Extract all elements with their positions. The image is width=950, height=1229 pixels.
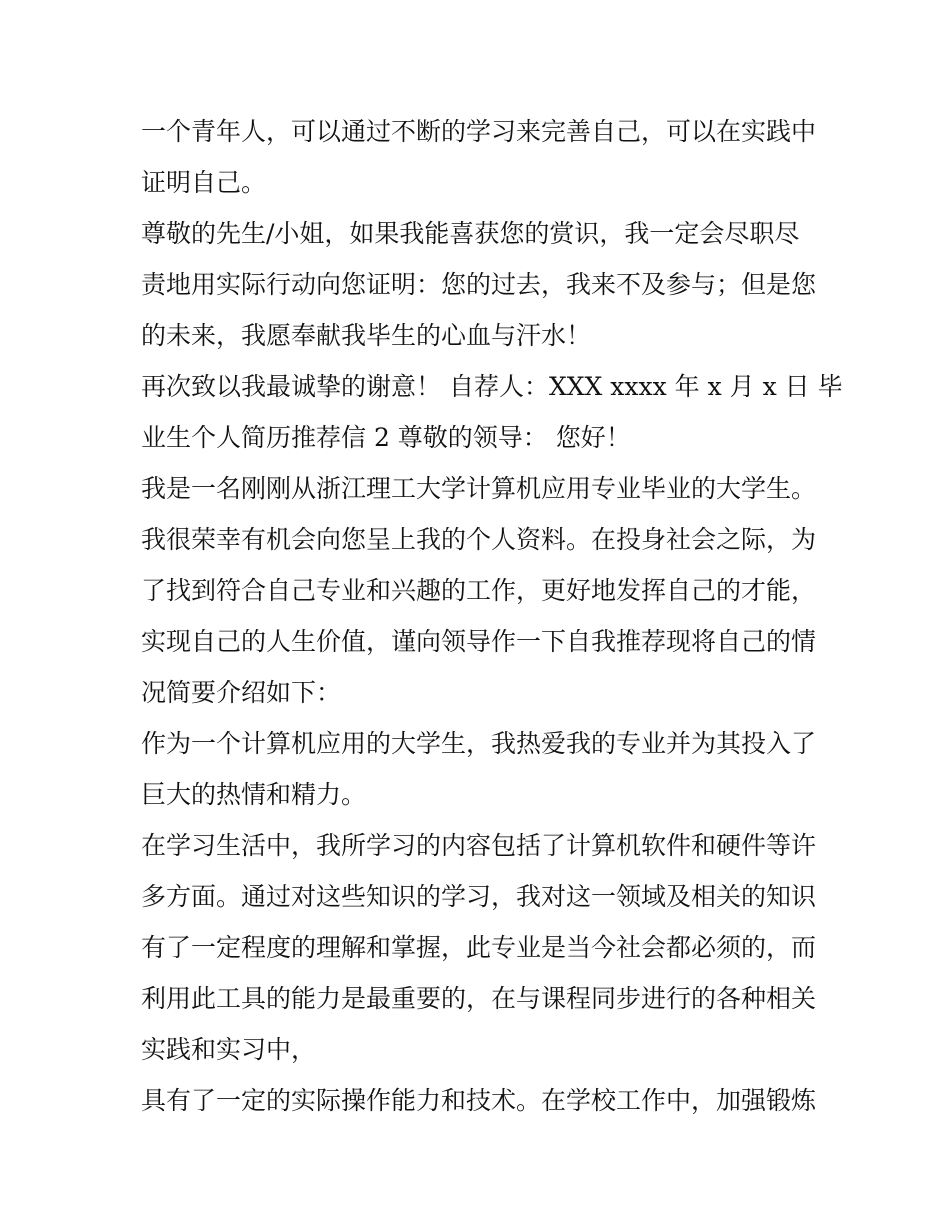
text-line: 责地用实际行动向您证明：您的过去，我来不及参与；但是您 — [141, 270, 817, 299]
text-line: 我很荣幸有机会向您呈上我的个人资料。在投身社会之际，为 — [141, 525, 817, 554]
text-line: 证明自己。 — [141, 168, 267, 197]
text-line: 实现自己的人生价值，谨向领导作一下自我推荐现将自己的情 — [141, 627, 817, 656]
text-line: 多方面。通过对这些知识的学习，我对这一领域及相关的知识 — [141, 882, 817, 911]
text-line: 在学习生活中，我所学习的内容包括了计算机软件和硬件等许 — [141, 831, 817, 860]
text-line: 我是一名刚刚从浙江理工大学计算机应用专业毕业的大学生。 — [141, 474, 817, 503]
text-line: 具有了一定的实际操作能力和技术。在学校工作中，加强锻炼 — [141, 1086, 817, 1115]
text-line: 再次致以我最诚挚的谢意！ 自荐人：XXX xxxx 年 x 月 x 日 毕 — [141, 372, 843, 401]
text-line: 利用此工具的能力是最重要的，在与课程同步进行的各种相关 — [141, 984, 817, 1013]
document-body — [141, 106, 843, 1126]
text-line: 的未来，我愿奉献我毕生的心血与汗水！ — [141, 321, 592, 350]
text-line: 作为一个计算机应用的大学生，我热爱我的专业并为其投入了 — [141, 729, 817, 758]
text-line: 业生个人简历推荐信 2 尊敬的领导： 您好！ — [141, 423, 631, 452]
text-line: 实践和实习中， — [141, 1035, 317, 1064]
text-line: 了找到符合自己专业和兴趣的工作，更好地发挥自己的才能， — [141, 576, 817, 605]
text-line: 尊敬的先生/小姐，如果我能喜获您的赏识，我一定会尽职尽 — [141, 219, 800, 248]
text-line: 有了一定程度的理解和掌握，此专业是当今社会都必须的，而 — [141, 933, 817, 962]
text-line: 巨大的热情和精力。 — [141, 780, 367, 809]
text-line: 一个青年人，可以通过不断的学习来完善自己，可以在实践中 — [141, 117, 817, 146]
text-line: 况简要介绍如下： — [141, 678, 342, 707]
